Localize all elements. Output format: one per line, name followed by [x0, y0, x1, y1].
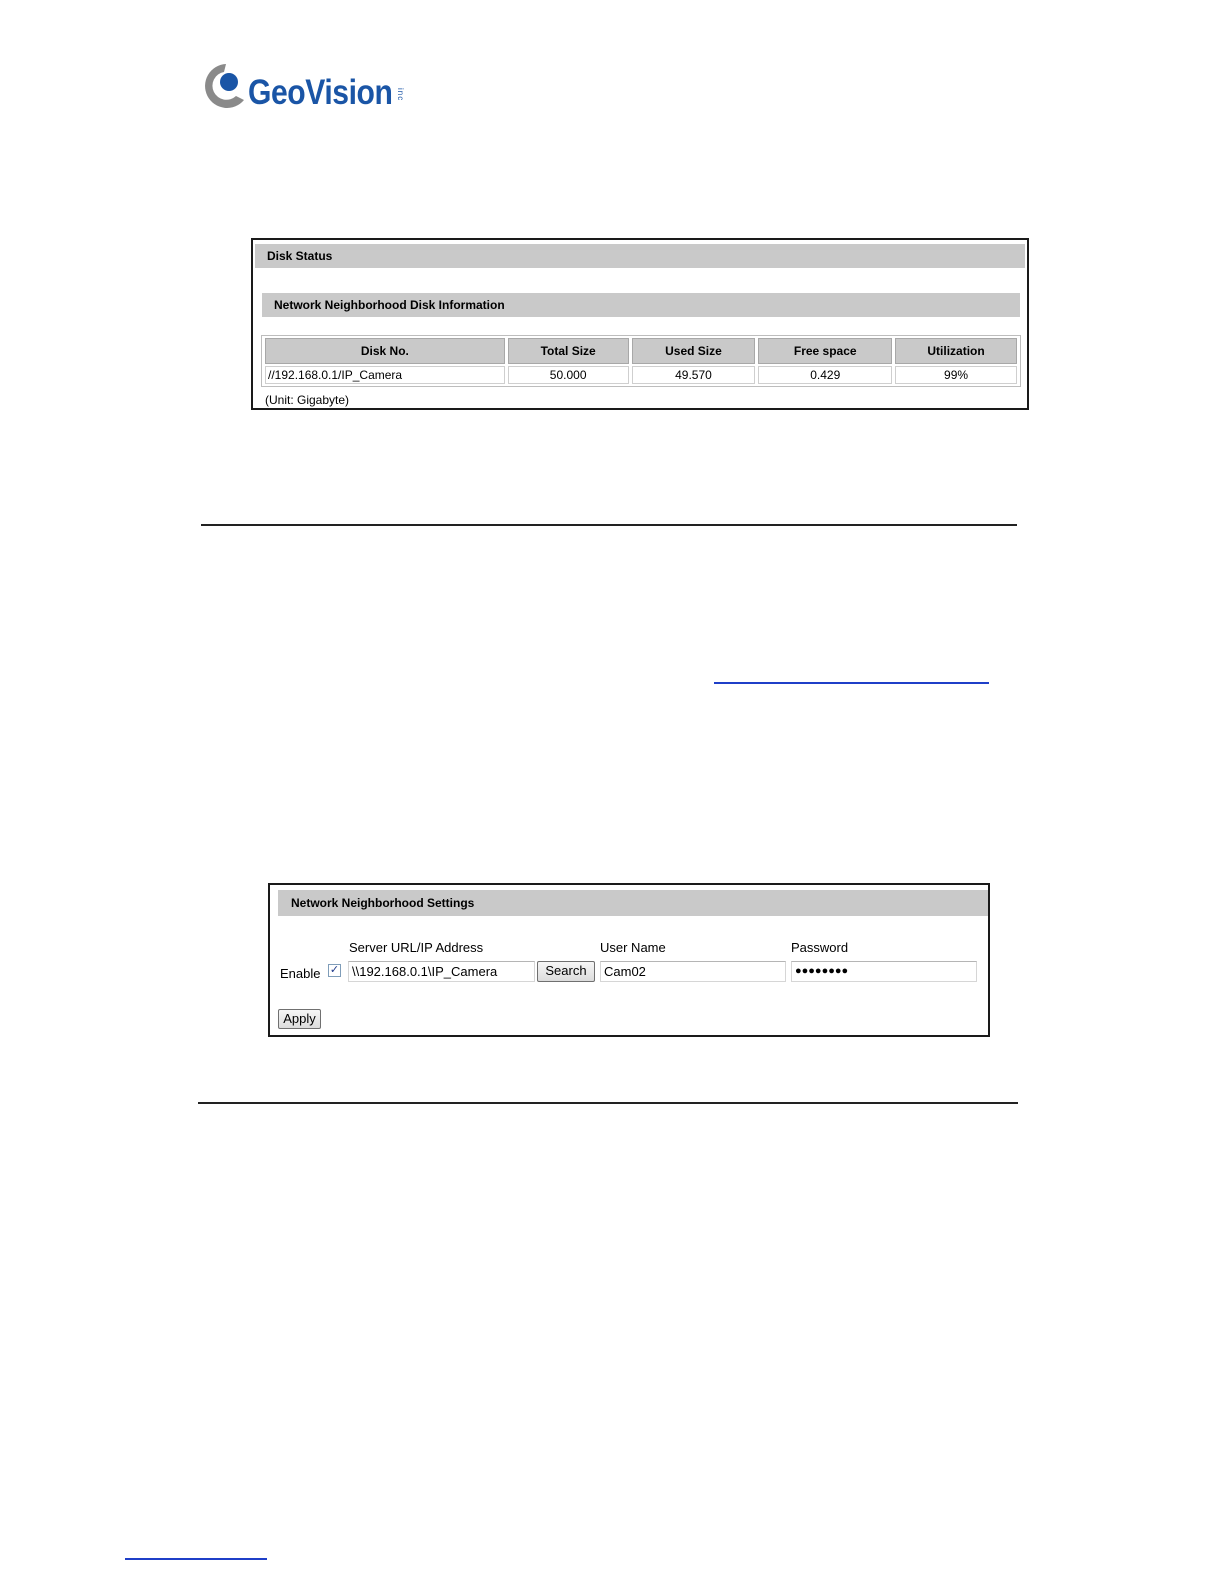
user-name-label: User Name	[600, 940, 666, 955]
column-header-used-size: Used Size	[632, 338, 756, 364]
enable-checkbox[interactable]	[328, 964, 341, 977]
hyperlink[interactable]	[714, 682, 989, 684]
cell-utilization: 99%	[895, 366, 1017, 384]
check-icon: ✓	[329, 964, 340, 976]
network-settings-panel	[268, 883, 990, 1037]
cell-used-size: 49.570	[632, 366, 756, 384]
unit-note: (Unit: Gigabyte)	[265, 393, 350, 407]
section-divider	[201, 524, 1017, 526]
column-header-utilization: Utilization	[895, 338, 1017, 364]
logo-mark-icon	[200, 60, 248, 116]
geovision-logo	[200, 60, 410, 116]
apply-button[interactable]: Apply	[278, 1009, 321, 1029]
footer-hyperlink[interactable]	[125, 1558, 267, 1560]
user-name-input[interactable]: Cam02	[600, 961, 786, 982]
disk-info-section-title: Network Neighborhood Disk Information	[262, 293, 1020, 317]
server-url-label: Server URL/IP Address	[349, 940, 484, 955]
table-row	[265, 366, 1017, 384]
section-divider	[198, 1102, 1018, 1104]
password-label: Password	[791, 940, 849, 955]
column-header-disk-no: Disk No.	[265, 338, 505, 364]
password-input[interactable]: ●●●●●●●●	[791, 961, 977, 982]
logo-wordmark: GeoVision	[248, 73, 393, 112]
disk-status-panel	[251, 238, 1029, 410]
column-header-total-size: Total Size	[508, 338, 629, 364]
enable-label: Enable	[280, 966, 321, 981]
column-header-free-space: Free space	[758, 338, 892, 364]
disk-table	[262, 336, 1020, 386]
logo-suffix: inc	[396, 88, 405, 102]
disk-table-container	[261, 335, 1021, 387]
cell-disk-no: //192.168.0.1/IP_Camera	[265, 366, 505, 384]
network-settings-title: Network Neighborhood Settings	[278, 890, 988, 916]
cell-total-size: 50.000	[508, 366, 629, 384]
disk-status-title: Disk Status	[255, 244, 1025, 268]
search-button[interactable]: Search	[537, 961, 595, 982]
server-url-input[interactable]: \\192.168.0.1\IP_Camera	[348, 961, 535, 982]
disk-table-header-row	[265, 338, 1017, 364]
cell-free-space: 0.429	[758, 366, 892, 384]
